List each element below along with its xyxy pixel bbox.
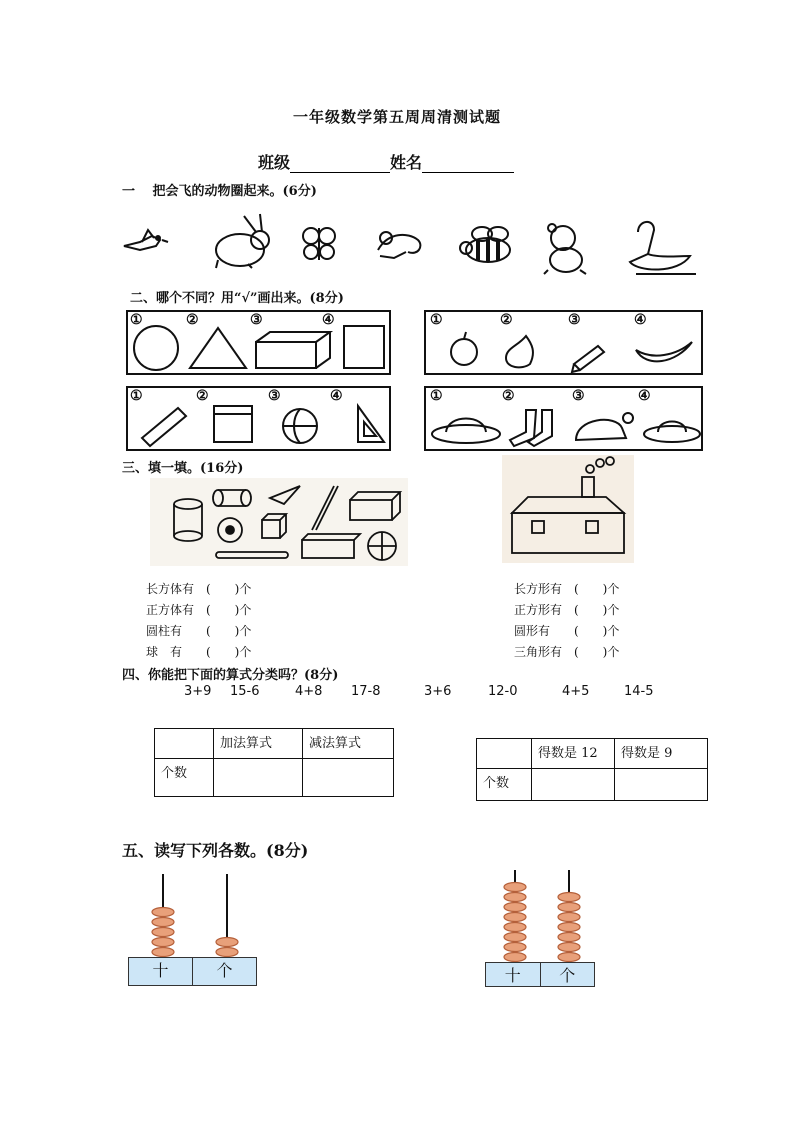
- name-blank[interactable]: [422, 156, 514, 173]
- abacus-1-base: [128, 957, 257, 986]
- socks-icon[interactable]: [510, 410, 552, 446]
- marker-4: ④: [634, 312, 647, 328]
- abacus-bead[interactable]: [152, 948, 174, 957]
- abacus-bead[interactable]: [558, 903, 580, 912]
- abacus-bead[interactable]: [152, 928, 174, 937]
- abacus-bead[interactable]: [504, 883, 526, 892]
- swan-icon[interactable]: [630, 222, 696, 274]
- ones-label: 个: [216, 961, 233, 980]
- expression: 12-0: [488, 684, 518, 699]
- ones-label: 个: [559, 966, 576, 985]
- abacus-bead[interactable]: [558, 923, 580, 932]
- abacus-2-base: [485, 962, 595, 987]
- set-square-icon[interactable]: [358, 406, 384, 442]
- fill-row[interactable]: 长方形有 ( )个: [514, 582, 620, 596]
- knit-hat-icon[interactable]: [576, 413, 633, 440]
- class-label: 班级: [258, 153, 291, 172]
- fill-row[interactable]: 正方形有 ( )个: [514, 603, 620, 617]
- rabbit-icon[interactable]: [216, 214, 269, 268]
- shapes-set-1: [128, 312, 389, 373]
- row-label: 个数: [477, 769, 532, 801]
- marker-1: ①: [130, 312, 143, 328]
- table-header-cell: 加法算式: [214, 729, 303, 759]
- class-name-line: [258, 150, 514, 173]
- square-icon[interactable]: [344, 326, 384, 368]
- items-set: [128, 388, 389, 449]
- marker-4: ④: [330, 388, 343, 404]
- abacus-bead[interactable]: [504, 923, 526, 932]
- marker-1: ①: [430, 388, 443, 404]
- expression: 3+9: [184, 684, 212, 699]
- items-group: [126, 386, 391, 451]
- answer-cell[interactable]: [532, 769, 615, 801]
- abacus-bead[interactable]: [558, 943, 580, 952]
- fill-row[interactable]: 三角形有 ( )个: [514, 645, 620, 659]
- marker-2: ②: [196, 388, 209, 404]
- marker-4: ④: [638, 388, 651, 404]
- abacus-bead[interactable]: [558, 913, 580, 922]
- table-header-cell: 得数是 12: [532, 739, 615, 769]
- abacus-bead[interactable]: [504, 953, 526, 962]
- marker-3: ③: [572, 388, 585, 404]
- shapes-group-1: [126, 310, 391, 375]
- basketball-icon: [368, 532, 396, 560]
- bee-icon[interactable]: [460, 227, 510, 262]
- table-header-cell: 得数是 9: [615, 739, 708, 769]
- abacus-bead[interactable]: [504, 903, 526, 912]
- sun-hat-icon[interactable]: [644, 422, 700, 443]
- expression: 4+8: [295, 684, 323, 699]
- section1-title: 一 把会飞的动物圈起来。(6分): [122, 184, 317, 199]
- notebook-icon[interactable]: [214, 406, 252, 442]
- apple-icon[interactable]: [451, 332, 477, 365]
- butterfly-icon[interactable]: [303, 228, 335, 260]
- pencil-icon[interactable]: [572, 346, 604, 372]
- fill-row[interactable]: 圆形有 ( )个: [514, 624, 620, 638]
- section4-title: 四、你能把下面的算式分类吗？(8分): [122, 668, 339, 683]
- section3-title: 三、填一填。(16分): [122, 461, 244, 476]
- section2-title: 二、哪个不同？用“√”画出来。(8分): [130, 291, 344, 306]
- fill-row[interactable]: 正方体有 ( )个: [146, 603, 252, 617]
- squirrel-icon[interactable]: [378, 232, 420, 258]
- table-header-cell: 减法算式: [303, 729, 394, 759]
- table-header-cell: [477, 739, 532, 769]
- row-label: 个数: [155, 759, 214, 797]
- abacus-bead[interactable]: [558, 953, 580, 962]
- solids-fill-list: [146, 579, 251, 663]
- answer-cell[interactable]: [303, 759, 394, 797]
- bird-icon[interactable]: [124, 230, 168, 250]
- section5-title: 五、读写下列各数。(8分): [122, 841, 309, 860]
- abacus-bead[interactable]: [216, 948, 238, 957]
- expression: 4+5: [562, 684, 590, 699]
- abacus-bead[interactable]: [152, 918, 174, 927]
- answer-cell[interactable]: [214, 759, 303, 797]
- answer-cell[interactable]: [615, 769, 708, 801]
- expression: 3+6: [424, 684, 452, 699]
- page-title: 一年级数学第五周周清测试题: [292, 108, 501, 126]
- expression: 15-6: [230, 684, 260, 699]
- table-header-cell: [155, 729, 214, 759]
- clothing-set: [426, 388, 701, 449]
- banana-icon[interactable]: [636, 342, 692, 361]
- fruits-set: [426, 312, 701, 373]
- abacus-bead[interactable]: [504, 933, 526, 942]
- fruits-group: [424, 310, 703, 375]
- solids-picture: [150, 478, 408, 566]
- tens-label: 十: [129, 958, 193, 985]
- fill-row[interactable]: 长方体有 ( )个: [146, 582, 252, 596]
- fill-row[interactable]: 球 有 ( )个: [146, 645, 252, 659]
- marker-3: ③: [250, 312, 263, 328]
- class-blank[interactable]: [290, 156, 390, 173]
- operation-type-table: [154, 728, 394, 797]
- abacus-bead[interactable]: [558, 893, 580, 902]
- marker-2: ②: [502, 388, 515, 404]
- marker-3: ③: [568, 312, 581, 328]
- marker-2: ②: [500, 312, 513, 328]
- circle-icon[interactable]: [134, 326, 178, 370]
- abacus-bead[interactable]: [504, 913, 526, 922]
- tens-label: 十: [486, 963, 541, 986]
- abacus-bead[interactable]: [558, 933, 580, 942]
- fill-row[interactable]: 圆柱有 ( )个: [146, 624, 252, 638]
- expressions-row: [0, 684, 794, 704]
- animals-row: [118, 212, 708, 282]
- marker-1: ①: [130, 388, 143, 404]
- pear-icon[interactable]: [506, 336, 533, 367]
- name-label: 姓名: [390, 153, 423, 172]
- bear-icon[interactable]: [544, 224, 586, 274]
- result-type-table: [476, 738, 708, 801]
- marker-3: ③: [268, 388, 281, 404]
- marker-2: ②: [186, 312, 199, 328]
- cuboid-icon[interactable]: [256, 332, 330, 368]
- abacus-bead[interactable]: [216, 938, 238, 947]
- shapes-fill-list: [514, 579, 619, 663]
- expression: 14-5: [624, 684, 654, 699]
- ruler-icon[interactable]: [142, 408, 186, 446]
- house-picture: [502, 455, 634, 563]
- abacus-2: [485, 868, 597, 964]
- marker-4: ④: [322, 312, 335, 328]
- marker-1: ①: [430, 312, 443, 328]
- hat-icon[interactable]: [432, 419, 500, 444]
- abacus-bead[interactable]: [504, 893, 526, 902]
- abacus-bead[interactable]: [504, 943, 526, 952]
- abacus-bead[interactable]: [152, 938, 174, 947]
- abacus-bead[interactable]: [152, 908, 174, 917]
- ball-icon[interactable]: [283, 409, 317, 443]
- clothing-group: [424, 386, 703, 451]
- abacus-1: [128, 872, 258, 958]
- expression: 17-8: [351, 684, 381, 699]
- triangle-icon[interactable]: [190, 328, 246, 368]
